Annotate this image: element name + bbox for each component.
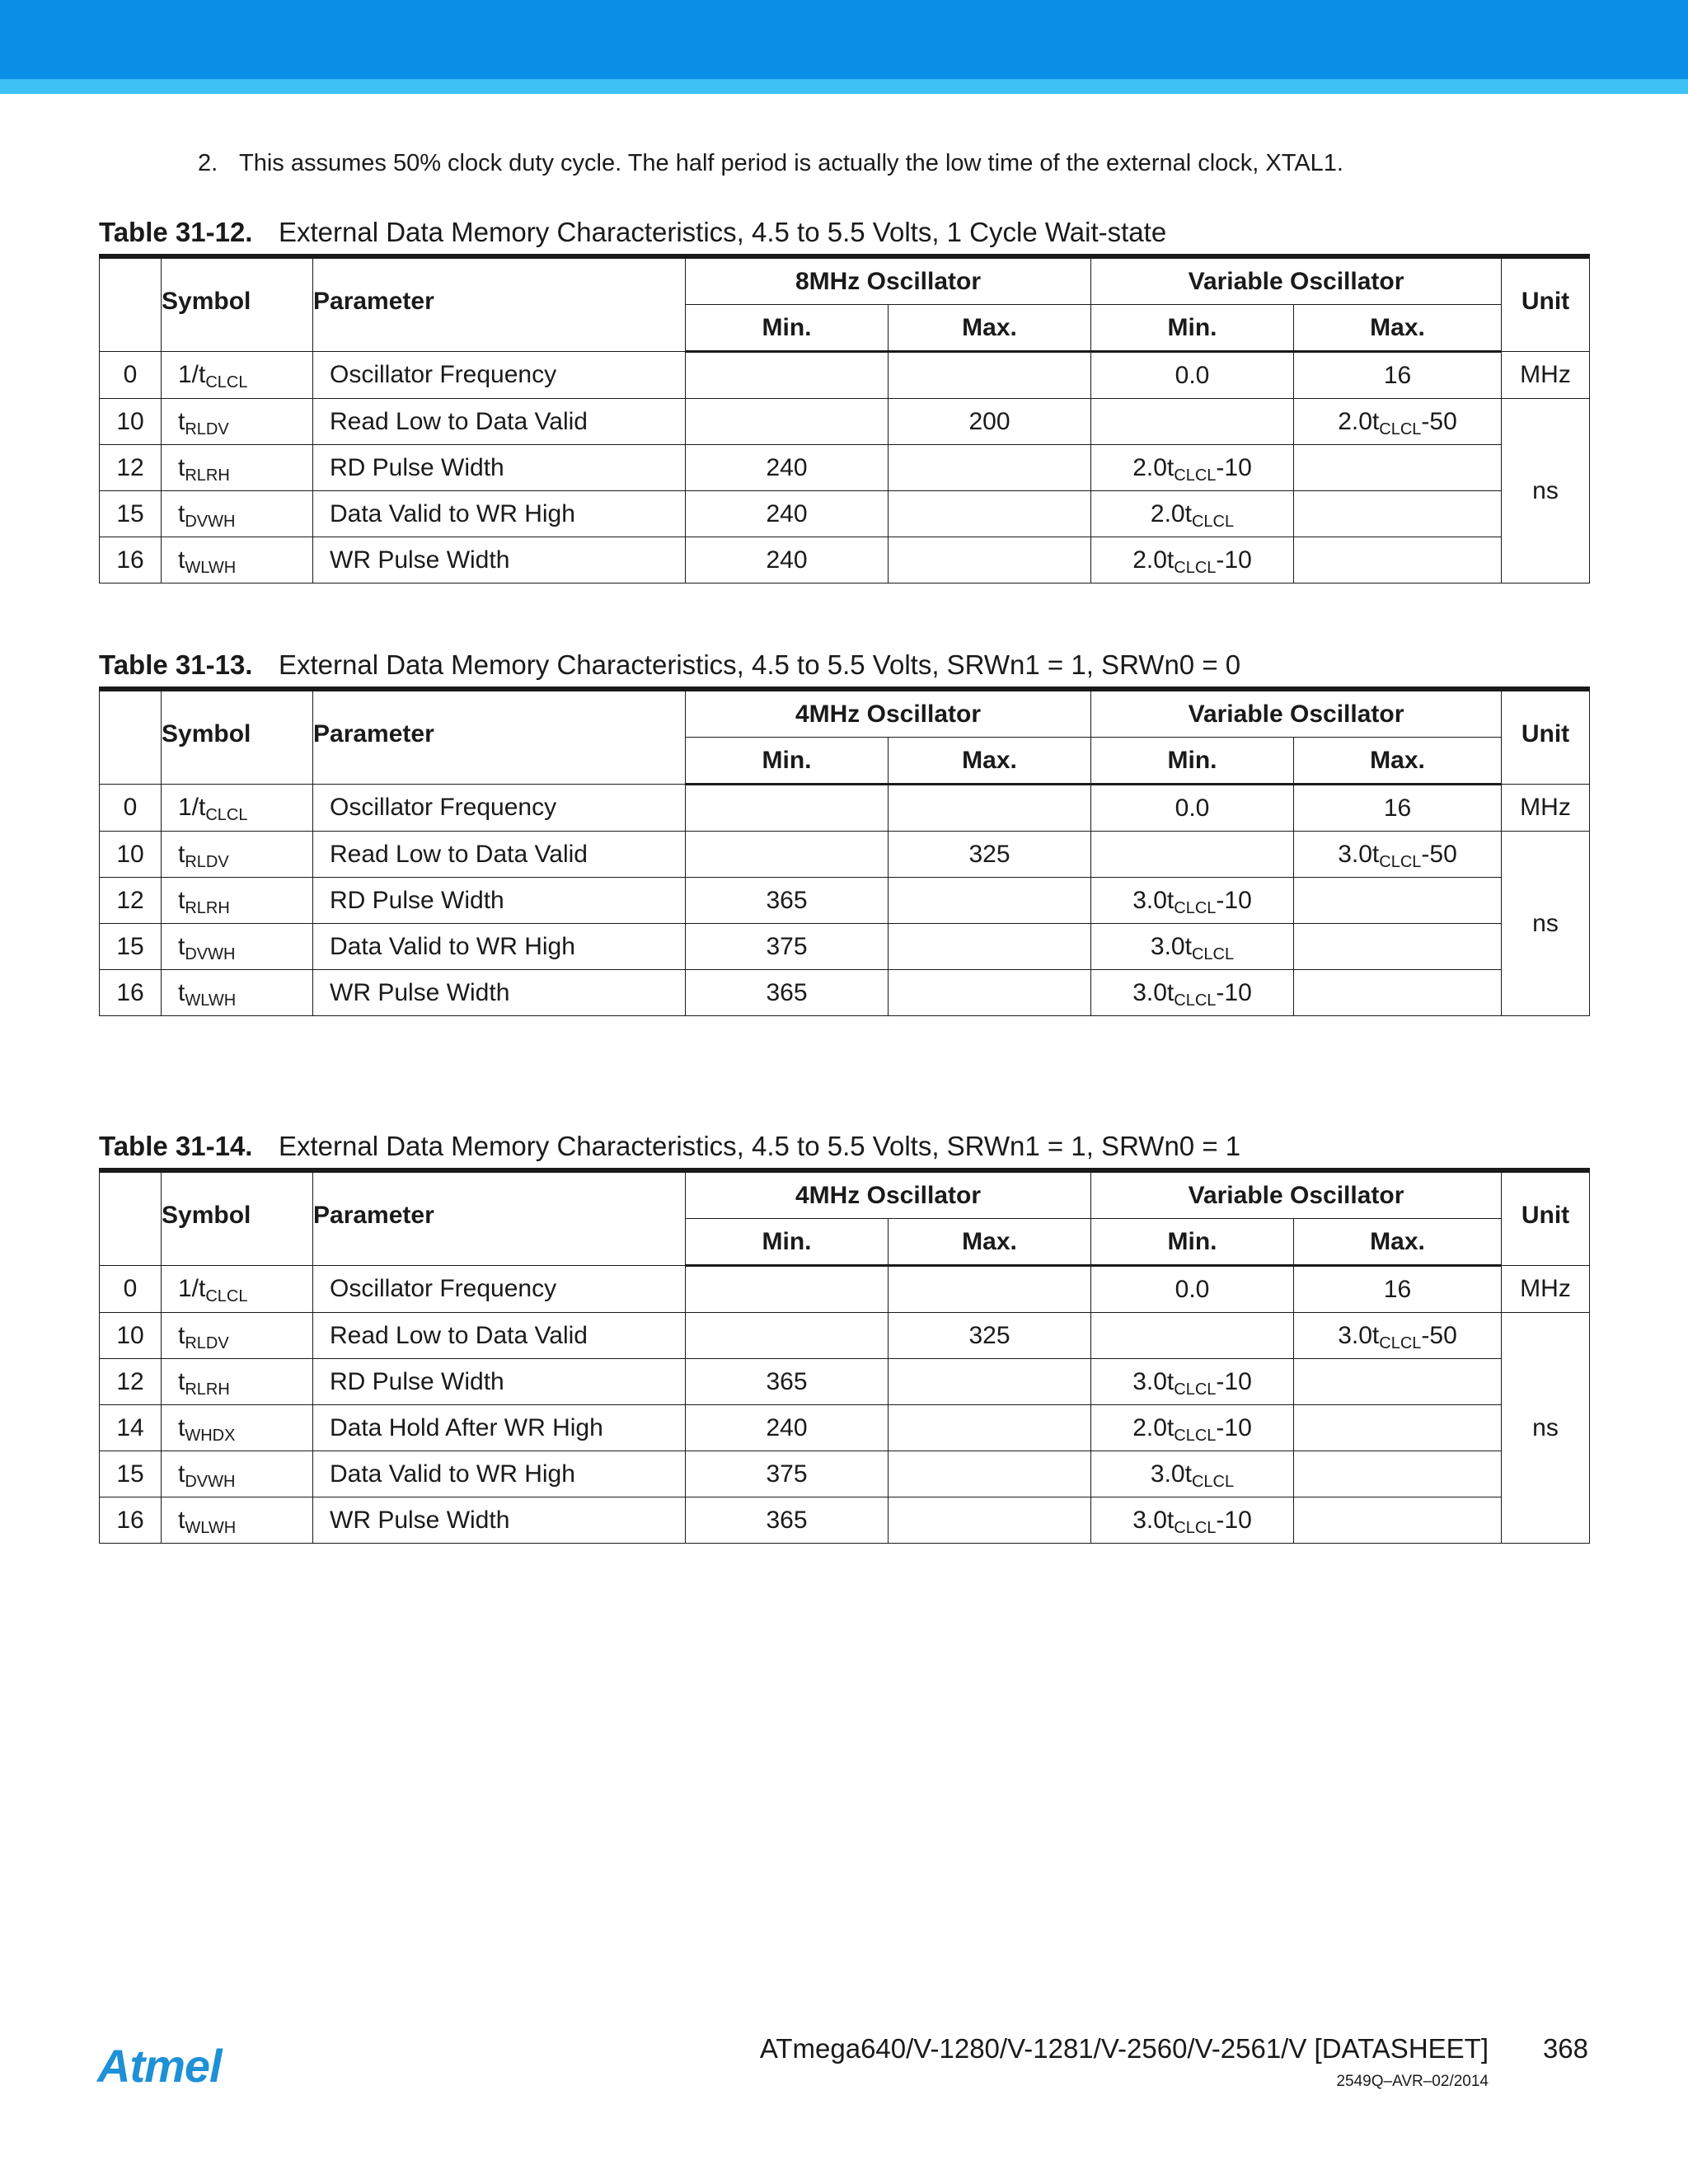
cell-value: t (178, 1506, 185, 1534)
parameter-cell: WR Pulse Width (313, 970, 686, 1016)
table-row (100, 537, 1590, 583)
variable-min-cell (1091, 878, 1294, 924)
row-number: 16 (100, 970, 162, 1016)
row-number: 15 (100, 491, 162, 537)
cell-subscript: RLRH (185, 466, 230, 485)
variable-min-cell (1091, 785, 1294, 832)
symbol-cell (162, 924, 313, 970)
parameter-cell: Read Low to Data Valid (313, 832, 686, 878)
cell-value: 3.0t (1338, 840, 1380, 868)
variable-min-cell (1091, 924, 1294, 970)
table-label: Table 31-12. (99, 217, 253, 247)
table-title: External Data Memory Characteristics, 4.5 to 5.5 Volts, 1 Cycle Wait-state (279, 217, 1167, 247)
variable-max-cell (1294, 1266, 1502, 1313)
symbol-cell (162, 1266, 313, 1313)
cell-subscript: DVWH (185, 1472, 236, 1491)
row-number: 10 (100, 1313, 162, 1359)
cell-subscript: CLCL (205, 806, 248, 824)
table-row (100, 1313, 1590, 1359)
fixed-max-cell (889, 1451, 1091, 1497)
cell-subscript: RLDV (185, 419, 229, 438)
fixed-min-cell: 240 (686, 1405, 889, 1451)
cell-value: 1/t (178, 361, 206, 388)
table-title: External Data Memory Characteristics, 4.5 to 5.5 Volts, SRWn1 = 1, SRWn0 = 1 (279, 1131, 1241, 1161)
symbol-cell (162, 1359, 313, 1405)
footer-title: ATmega640/V-1280/V-1281/V-2560/V-2561/V [DATASHEET] (759, 2033, 1489, 2064)
header-min: Min. (1091, 738, 1294, 785)
cell-value: t (178, 978, 185, 1006)
table-row (100, 399, 1590, 445)
footnote-text: This assumes 50% clock duty cycle. The half period is actually the low time of the external clock, XTAL1. (239, 150, 1343, 176)
row-number: 15 (100, 924, 162, 970)
variable-max-cell (1294, 924, 1502, 970)
symbol-cell (162, 1497, 313, 1544)
cell-value: 16 (1383, 794, 1412, 822)
table-row (100, 924, 1590, 970)
fixed-min-cell: 365 (686, 970, 889, 1016)
symbol-cell (162, 1405, 313, 1451)
parameter-cell: Oscillator Frequency (313, 785, 686, 832)
fixed-max-cell (889, 1405, 1091, 1451)
fixed-min-cell (686, 785, 889, 832)
cell-subscript: CLCL (1379, 419, 1422, 438)
footnote-number: 2. (198, 150, 218, 176)
symbol-cell (162, 399, 313, 445)
header-row (100, 689, 1590, 738)
header-min: Min. (1091, 305, 1294, 352)
cell-value: 16 (1383, 1275, 1412, 1303)
row-number: 12 (100, 878, 162, 924)
cell-suffix: -50 (1421, 1321, 1457, 1349)
cell-subscript: CLCL (1191, 1472, 1235, 1491)
header-oscillator-variable: Variable Oscillator (1091, 689, 1502, 738)
parameter-cell: Data Valid to WR High (313, 1451, 686, 1497)
symbol-cell (162, 537, 313, 583)
header-oscillator-fixed: 4MHz Oscillator (686, 689, 1091, 738)
cell-subscript: WLWH (185, 991, 237, 1010)
row-number: 14 (100, 1405, 162, 1451)
row-number: 10 (100, 832, 162, 878)
table-caption (99, 647, 1240, 683)
fixed-max-cell: 325 (889, 832, 1091, 878)
cell-value: t (178, 1460, 185, 1488)
header-parameter: Parameter (313, 256, 686, 352)
table-row (100, 1405, 1590, 1451)
header-row (100, 1170, 1590, 1219)
table-caption (99, 1128, 1240, 1165)
parameter-cell: Data Valid to WR High (313, 924, 686, 970)
cell-subscript: CLCL (1174, 1518, 1217, 1537)
cell-suffix: -50 (1421, 840, 1457, 868)
symbol-cell (162, 1313, 313, 1359)
cell-value: 3.0t (1132, 978, 1175, 1006)
cell-value: t (178, 840, 185, 868)
variable-max-cell (1294, 832, 1502, 878)
variable-min-cell (1091, 1405, 1294, 1451)
fixed-min-cell: 240 (686, 491, 889, 537)
cell-value: t (178, 499, 185, 527)
cell-subscript: RLRH (185, 898, 230, 917)
top-banner-stripe (0, 79, 1688, 94)
unit-cell: MHz (1502, 1266, 1590, 1313)
fixed-min-cell: 365 (686, 878, 889, 924)
symbol-cell (162, 878, 313, 924)
parameter-cell: Data Valid to WR High (313, 491, 686, 537)
cell-value: 3.0t (1150, 932, 1192, 960)
document-code: 2549Q–AVR–02/2014 (1336, 2073, 1489, 2090)
cell-subscript: CLCL (1379, 852, 1422, 871)
variable-max-cell (1294, 878, 1502, 924)
parameter-cell: Read Low to Data Valid (313, 399, 686, 445)
symbol-cell (162, 352, 313, 399)
parameter-cell: Read Low to Data Valid (313, 1313, 686, 1359)
header-index (100, 689, 162, 785)
row-number: 0 (100, 785, 162, 832)
variable-max-cell (1294, 970, 1502, 1016)
variable-min-cell (1091, 399, 1294, 445)
header-unit: Unit (1502, 256, 1590, 352)
fixed-max-cell (889, 1266, 1091, 1313)
variable-min-cell (1091, 352, 1294, 399)
data-table (99, 254, 1590, 583)
table-row (100, 1497, 1590, 1544)
table-caption (99, 214, 1166, 251)
cell-suffix: -10 (1216, 546, 1252, 574)
header-parameter: Parameter (313, 689, 686, 785)
cell-value: 0.0 (1175, 794, 1210, 822)
variable-min-cell (1091, 445, 1294, 491)
cell-value: 0.0 (1175, 1275, 1210, 1303)
variable-max-cell (1294, 1497, 1502, 1544)
cell-value: 2.0t (1132, 546, 1175, 574)
cell-subscript: CLCL (1174, 1380, 1217, 1399)
table-row (100, 445, 1590, 491)
cell-value: t (178, 1413, 185, 1441)
cell-value: 2.0t (1132, 453, 1175, 481)
variable-min-cell (1091, 1313, 1294, 1359)
header-max: Max. (889, 305, 1091, 352)
cell-subscript: CLCL (1174, 1426, 1217, 1445)
cell-subscript: CLCL (1191, 944, 1235, 963)
parameter-cell: Data Hold After WR High (313, 1405, 686, 1451)
header-oscillator-fixed: 8MHz Oscillator (686, 256, 1091, 305)
header-oscillator-variable: Variable Oscillator (1091, 256, 1502, 305)
cell-subscript: RLRH (185, 1380, 230, 1399)
variable-max-cell (1294, 399, 1502, 445)
footnote (198, 147, 1343, 180)
fixed-min-cell: 375 (686, 1451, 889, 1497)
variable-min-cell (1091, 537, 1294, 583)
fixed-max-cell (889, 491, 1091, 537)
row-number: 15 (100, 1451, 162, 1497)
cell-suffix: -10 (1216, 886, 1252, 914)
cell-value: 3.0t (1338, 1321, 1380, 1349)
variable-max-cell (1294, 352, 1502, 399)
row-number: 10 (100, 399, 162, 445)
variable-max-cell (1294, 785, 1502, 832)
cell-value: 1/t (178, 1275, 206, 1302)
cell-value: 3.0t (1132, 1367, 1175, 1395)
fixed-max-cell (889, 970, 1091, 1016)
header-max: Max. (1294, 1219, 1502, 1266)
cell-value: 0.0 (1175, 361, 1210, 389)
cell-subscript: CLCL (1174, 898, 1217, 917)
parameter-cell: Oscillator Frequency (313, 352, 686, 399)
cell-value: t (178, 1321, 185, 1349)
symbol-cell (162, 970, 313, 1016)
variable-min-cell (1091, 491, 1294, 537)
fixed-min-cell (686, 1313, 889, 1359)
table-row (100, 491, 1590, 537)
cell-value: t (178, 932, 185, 960)
header-oscillator-fixed: 4MHz Oscillator (686, 1170, 1091, 1219)
header-min: Min. (686, 738, 889, 785)
fixed-max-cell (889, 785, 1091, 832)
fixed-max-cell (889, 352, 1091, 399)
fixed-min-cell: 365 (686, 1359, 889, 1405)
variable-max-cell (1294, 537, 1502, 583)
symbol-cell (162, 1451, 313, 1497)
row-number: 0 (100, 1266, 162, 1313)
table-row (100, 352, 1590, 399)
cell-suffix: -10 (1216, 453, 1252, 481)
cell-value: 3.0t (1132, 1506, 1175, 1534)
fixed-max-cell (889, 445, 1091, 491)
parameter-cell: RD Pulse Width (313, 878, 686, 924)
table-row (100, 1359, 1590, 1405)
variable-max-cell (1294, 1405, 1502, 1451)
unit-cell: MHz (1502, 785, 1590, 832)
fixed-max-cell (889, 878, 1091, 924)
header-max: Max. (889, 738, 1091, 785)
header-min: Min. (686, 305, 889, 352)
header-max: Max. (1294, 305, 1502, 352)
cell-subscript: RLDV (185, 852, 229, 871)
header-min: Min. (686, 1219, 889, 1266)
header-max: Max. (1294, 738, 1502, 785)
cell-suffix: -10 (1216, 1367, 1252, 1395)
table-row (100, 785, 1590, 832)
row-number: 12 (100, 1359, 162, 1405)
unit-cell: ns (1502, 399, 1590, 583)
cell-value: t (178, 1367, 185, 1395)
table-row (100, 878, 1590, 924)
table-row (100, 832, 1590, 878)
cell-value: 3.0t (1150, 1460, 1192, 1488)
row-number: 16 (100, 1497, 162, 1544)
fixed-max-cell (889, 537, 1091, 583)
cell-value: 16 (1383, 361, 1412, 389)
table-label: Table 31-13. (99, 649, 253, 680)
cell-subscript: DVWH (185, 512, 236, 531)
fixed-min-cell: 240 (686, 537, 889, 583)
atmel-logo: Atmel (97, 2040, 222, 2092)
variable-min-cell (1091, 1497, 1294, 1544)
cell-value: t (178, 546, 185, 574)
parameter-cell: RD Pulse Width (313, 1359, 686, 1405)
cell-value: t (178, 886, 185, 914)
header-oscillator-variable: Variable Oscillator (1091, 1170, 1502, 1219)
header-row (100, 256, 1590, 305)
fixed-max-cell (889, 1497, 1091, 1544)
unit-cell: ns (1502, 1313, 1590, 1544)
variable-max-cell (1294, 491, 1502, 537)
cell-subscript: WHDX (185, 1426, 236, 1445)
cell-value: t (178, 453, 185, 481)
cell-suffix: -10 (1216, 978, 1252, 1006)
variable-min-cell (1091, 970, 1294, 1016)
cell-subscript: CLCL (205, 373, 248, 391)
cell-value: 2.0t (1150, 499, 1192, 527)
data-table (99, 687, 1590, 1016)
header-min: Min. (1091, 1219, 1294, 1266)
symbol-cell (162, 445, 313, 491)
cell-suffix: -10 (1216, 1506, 1252, 1534)
symbol-cell (162, 491, 313, 537)
cell-subscript: RLDV (185, 1333, 229, 1352)
header-symbol: Symbol (162, 689, 313, 785)
table-row (100, 970, 1590, 1016)
parameter-cell: WR Pulse Width (313, 1497, 686, 1544)
cell-subscript: DVWH (185, 944, 236, 963)
cell-subscript: CLCL (205, 1287, 248, 1305)
fixed-min-cell: 375 (686, 924, 889, 970)
data-table (99, 1168, 1590, 1544)
fixed-min-cell (686, 832, 889, 878)
cell-subscript: CLCL (1191, 512, 1235, 531)
cell-subscript: CLCL (1379, 1333, 1422, 1352)
header-unit: Unit (1502, 689, 1590, 785)
variable-min-cell (1091, 1359, 1294, 1405)
cell-value: t (178, 407, 185, 435)
top-banner (0, 0, 1688, 79)
parameter-cell: WR Pulse Width (313, 537, 686, 583)
variable-max-cell (1294, 1451, 1502, 1497)
cell-subscript: CLCL (1174, 991, 1217, 1010)
fixed-min-cell: 365 (686, 1497, 889, 1544)
cell-subscript: CLCL (1174, 558, 1217, 577)
table-label: Table 31-14. (99, 1131, 253, 1161)
fixed-max-cell: 325 (889, 1313, 1091, 1359)
parameter-cell: RD Pulse Width (313, 445, 686, 491)
fixed-min-cell: 240 (686, 445, 889, 491)
row-number: 12 (100, 445, 162, 491)
variable-max-cell (1294, 1359, 1502, 1405)
header-index (100, 1170, 162, 1266)
header-unit: Unit (1502, 1170, 1590, 1266)
cell-suffix: -50 (1421, 407, 1457, 435)
symbol-cell (162, 832, 313, 878)
header-parameter: Parameter (313, 1170, 686, 1266)
table-row (100, 1266, 1590, 1313)
row-number: 16 (100, 537, 162, 583)
header-max: Max. (889, 1219, 1091, 1266)
cell-value: 2.0t (1338, 407, 1380, 435)
cell-subscript: CLCL (1174, 466, 1217, 485)
cell-value: 1/t (178, 794, 206, 821)
cell-subscript: WLWH (185, 558, 237, 577)
cell-value: 3.0t (1132, 886, 1175, 914)
header-index (100, 256, 162, 352)
unit-cell: MHz (1502, 352, 1590, 399)
variable-min-cell (1091, 1266, 1294, 1313)
table-title: External Data Memory Characteristics, 4.5 to 5.5 Volts, SRWn1 = 1, SRWn0 = 0 (279, 649, 1241, 680)
symbol-cell (162, 785, 313, 832)
page-number: 368 (1542, 2033, 1588, 2064)
variable-min-cell (1091, 1451, 1294, 1497)
fixed-max-cell (889, 924, 1091, 970)
table-row (100, 1451, 1590, 1497)
fixed-max-cell (889, 1359, 1091, 1405)
fixed-min-cell (686, 399, 889, 445)
parameter-cell: Oscillator Frequency (313, 1266, 686, 1313)
row-number: 0 (100, 352, 162, 399)
cell-suffix: -10 (1216, 1413, 1252, 1441)
fixed-max-cell: 200 (889, 399, 1091, 445)
header-symbol: Symbol (162, 1170, 313, 1266)
fixed-min-cell (686, 352, 889, 399)
fixed-min-cell (686, 1266, 889, 1313)
variable-min-cell (1091, 832, 1294, 878)
variable-max-cell (1294, 445, 1502, 491)
variable-max-cell (1294, 1313, 1502, 1359)
unit-cell: ns (1502, 832, 1590, 1016)
cell-value: 2.0t (1132, 1413, 1175, 1441)
header-symbol: Symbol (162, 256, 313, 352)
cell-subscript: WLWH (185, 1518, 237, 1537)
